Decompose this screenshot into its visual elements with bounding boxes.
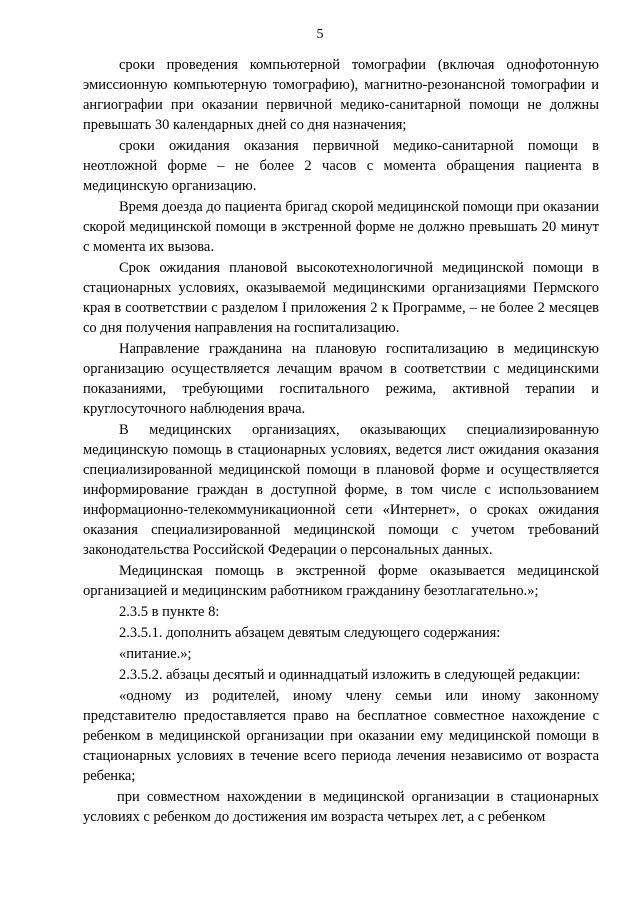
clause-nutrition: «питание.»;	[119, 646, 192, 662]
paragraph-urgent-care-terms: сроки ожидания оказания первичной медико-санитарной помощи в неотложной форме – не более 2 часов с момента обращения пациента в медицинскую организацию.	[83, 138, 599, 194]
page-number: 5	[316, 27, 324, 42]
paragraph-hospitalization-referral: Направление гражданина на плановую госпитализацию в медицинскую организацию осуществляется лечащим врачом в соответствии с медицинскими показаниями, требующими госпитального режима, активной терапии и круглосуточного наблюдения врача.	[83, 341, 599, 417]
clause-2-3-5: 2.3.5 в пункте 8:	[119, 604, 220, 620]
clause-2-3-5-2: 2.3.5.2. абзацы десятый и одиннадцатый изложить в следующей редакции:	[119, 667, 581, 683]
paragraph-ambulance-arrival: Время доезда до пациента бригад скорой медицинской помощи при оказании скорой медицинской помощи в экстренной форме не должно превышать 20 минут с момента их вызова.	[83, 199, 599, 255]
paragraph-child-under-four: при совместном нахождении в медицинской организации в стационарных условиях с ребенком до достижения им возраста четырех лет, а с ребенком	[83, 789, 599, 825]
paragraph-ct-mri-terms: сроки проведения компьютерной томографии (включая однофотонную эмиссионную компьютерную томографию), магнитно-резонансной томографии и ангиографии при оказании первичной медико-санитарной помощи не должны превышать 30 календарных дней со дня назначения;	[83, 57, 599, 133]
paragraph-parent-stay: «одному из родителей, иному члену семьи или иному законному представителю предоставляется право на бесплатное совместное нахождение с ребенком в медицинской организации при оказании ему медицинской помощи в стационарных условиях в течение всего периода лечения независимо от возраста ребенка;	[83, 688, 599, 784]
paragraph-waiting-list: В медицинских организациях, оказывающих специализированную медицинскую помощь в стационарных условиях, ведется лист ожидания оказания специализированной медицинской помощи в плановой форме и осуществляется информирование граждан в доступной форме, в том числе с использованием информационно-телекоммуникационной сети «Интернет», о сроках ожидания оказания специализированной медицинской помощи с учетом требований законодательства Российской Федерации о персональных данных.	[83, 422, 599, 558]
paragraph-emergency-care: Медицинская помощь в экстренной форме оказывается медицинской организацией и медицинским работником гражданину безотлагательно.»;	[83, 563, 599, 599]
paragraph-high-tech-care: Срок ожидания плановой высокотехнологичной медицинской помощи в стационарных условиях, оказываемой медицинскими организациями Пермского края в соответствии с разделом I приложения 2 к Программе, – не более 2 месяцев со дня получения направления на госпитализацию.	[83, 260, 599, 336]
document-body	[83, 55, 599, 827]
clause-2-3-5-1: 2.3.5.1. дополнить абзацем девятым следующего содержания:	[119, 625, 501, 641]
